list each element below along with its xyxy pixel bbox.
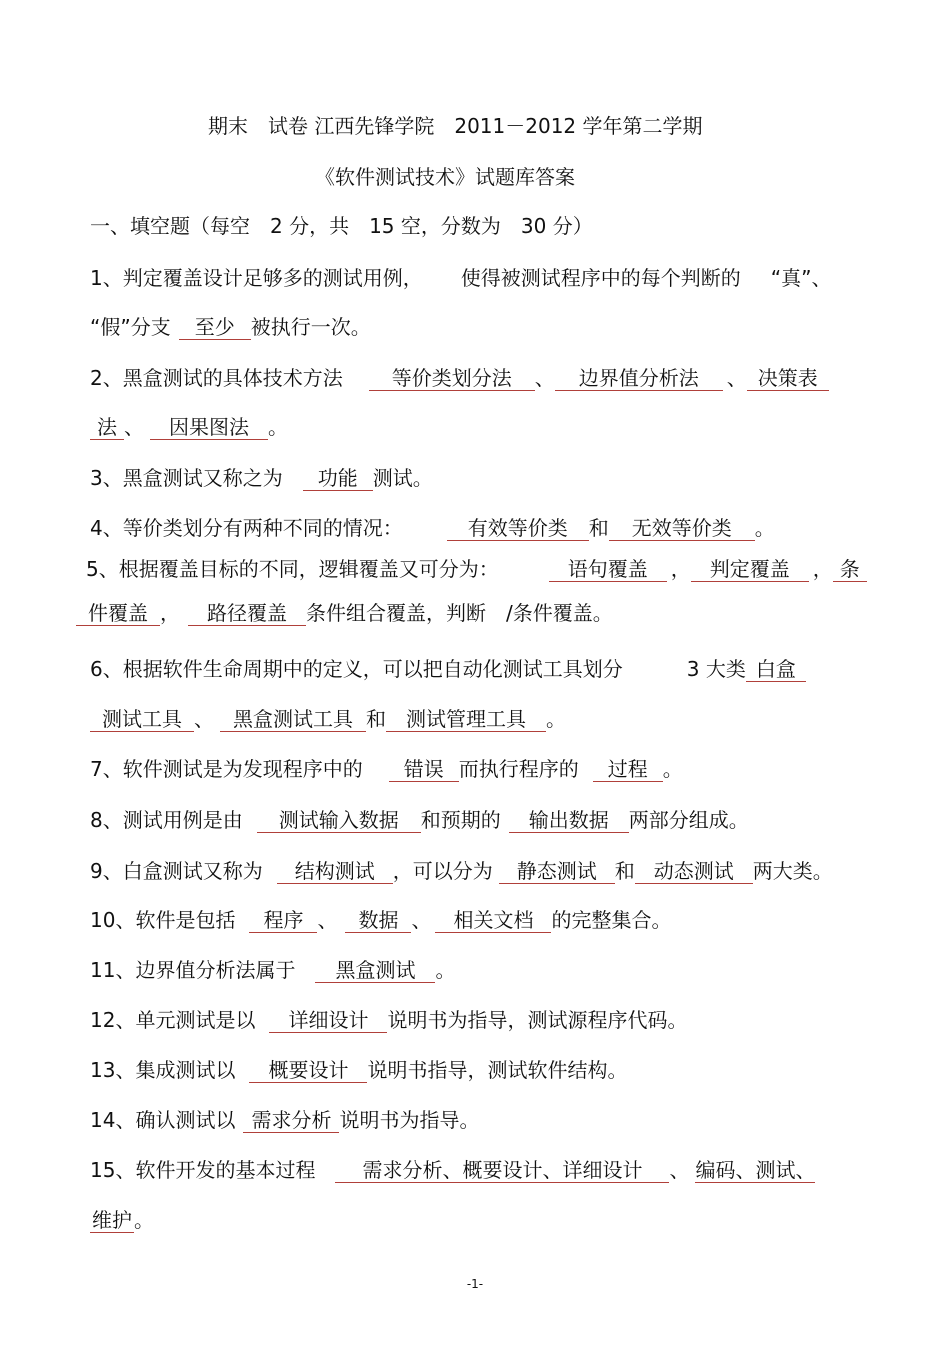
q1-text-e: 被执行一次。 (250, 315, 371, 339)
q10-text-b: 的完整集合。 (551, 908, 672, 932)
answer-blank: 错误 (389, 758, 459, 782)
q6-text-a: 6、根据软件生命周期中的定义，可以把自动化测试工具划分 (90, 657, 623, 681)
answer-blank: 判定覆盖 (691, 558, 809, 582)
answer-blank: 条 (833, 558, 867, 582)
q10-text-a: 10、软件是包括 (90, 908, 236, 932)
question-12 (90, 1008, 687, 1032)
answer-blank: 功能 (303, 467, 373, 491)
question-7 (90, 757, 683, 781)
q9-text-c: 和 (614, 859, 635, 883)
question-14 (90, 1108, 479, 1132)
q2-end: 。 (268, 415, 288, 439)
question-13 (90, 1058, 627, 1082)
answer-blank: 结构测试 (277, 860, 393, 884)
question-1-line-2 (90, 315, 371, 339)
question-6-line-2 (90, 707, 566, 731)
question-3 (90, 466, 433, 490)
answer-blank: 白盒 (746, 658, 806, 682)
q4-end: 。 (754, 516, 775, 540)
q1-text-c: “真”、 (770, 266, 832, 290)
question-8 (90, 808, 749, 832)
question-10 (90, 908, 671, 932)
answer-blank: 决策表 (747, 367, 829, 391)
q3-text-b: 测试。 (372, 466, 433, 490)
answer-blank: 动态测试 (635, 860, 753, 884)
answer-blank: 静态测试 (499, 860, 615, 884)
q10-sep-1: 、 (317, 908, 338, 932)
q11-end: 。 (435, 958, 456, 982)
question-1-line-1 (90, 266, 831, 290)
question-15-line-2 (90, 1208, 154, 1232)
q8-text-a: 8、测试用例是由 (90, 808, 243, 832)
answer-blank: 测试管理工具 (386, 708, 546, 732)
q5-sep-2: ， (812, 557, 833, 581)
q1-text-a: 1、判定覆盖设计足够多的测试用例， (90, 266, 423, 290)
question-9 (90, 859, 833, 883)
answer-blank: 需求分析、概要设计、详细设计 (335, 1159, 669, 1183)
q5-sep-1: ， (670, 557, 691, 581)
question-6-line-1 (90, 657, 806, 681)
q2-sep-2: 、 (726, 366, 747, 390)
answer-blank: 编码、测试、 (695, 1158, 816, 1182)
q14-text-a: 14、确认测试以 (90, 1108, 236, 1132)
q4-text-b: 和 (588, 516, 609, 540)
document-title: 期末 试卷 江西先锋学院 2011－2012 学年第二学期 (208, 114, 703, 138)
q7-end: 。 (662, 757, 683, 781)
q13-text-a: 13、集成测试以 (90, 1058, 236, 1082)
page-number: -1- (466, 1277, 484, 1291)
q8-text-c: 两部分组成。 (628, 808, 749, 832)
answer-blank: 至少 (179, 316, 251, 340)
question-5-line-2 (76, 601, 613, 625)
answer-blank: 黑盒测试 (315, 959, 435, 983)
answer-blank: 法 (90, 416, 124, 440)
q2-sep-3: 、 (124, 415, 144, 439)
q9-text-b: ，可以分为 (392, 859, 493, 883)
q15-sep-1: 、 (669, 1158, 690, 1182)
q6-text-b: 3 大类 (686, 657, 746, 681)
answer-blank: 无效等价类 (609, 517, 755, 541)
q14-text-b: 说明书为指导。 (339, 1108, 480, 1132)
q9-text-a: 9、白盒测试又称为 (90, 859, 263, 883)
q10-sep-2: 、 (411, 908, 432, 932)
q12-text-a: 12、单元测试是以 (90, 1008, 256, 1032)
q7-text-a: 7、软件测试是为发现程序中的 (90, 757, 363, 781)
question-2-line-2 (90, 415, 288, 439)
q6-sep-1: 、 (194, 707, 214, 731)
q5-text-a: 5、根据覆盖目标的不同，逻辑覆盖又可分为： (86, 557, 499, 581)
q13-text-b: 说明书指导，测试软件结构。 (367, 1058, 628, 1082)
answer-blank: 维护 (92, 1208, 132, 1232)
question-11 (90, 958, 455, 982)
q6-end: 。 (546, 707, 566, 731)
q2-text-a: 2、黑盒测试的具体技术方法 (90, 366, 343, 390)
q9-text-d: 两大类。 (752, 859, 833, 883)
answer-blank: 测试输入数据 (257, 809, 421, 833)
q5-sep-3: ， (160, 601, 180, 625)
answer-blank: 输出数据 (509, 809, 629, 833)
answer-blank: 过程 (593, 758, 663, 782)
q15-end: 。 (134, 1208, 154, 1232)
answer-blank: 件覆盖 (76, 602, 160, 626)
answer-blank: 概要设计 (249, 1059, 367, 1083)
answer-blank: 详细设计 (269, 1009, 387, 1033)
document-subtitle: 《软件测试技术》试题库答案 (315, 165, 575, 189)
answer-blank: 程序 (249, 909, 317, 933)
q6-text-c: 和 (366, 707, 386, 731)
answer-blank: 路径覆盖 (188, 602, 306, 626)
answer-blank: 有效等价类 (447, 517, 589, 541)
q1-text-d: “假”分支 (90, 315, 171, 339)
answer-blank: 边界值分析法 (555, 367, 723, 391)
q8-text-b: 和预期的 (420, 808, 501, 832)
answer-blank: 数据 (345, 909, 411, 933)
question-4 (90, 516, 775, 540)
section-heading: 一、填空题（每空 2 分，共 15 空，分数为 30 分） (90, 214, 593, 238)
q2-sep-1: 、 (534, 366, 555, 390)
q7-text-b: 而执行程序的 (458, 757, 579, 781)
q15-text-a: 15、软件开发的基本过程 (90, 1158, 316, 1182)
answer-blank: 因果图法 (150, 416, 268, 440)
q3-text-a: 3、黑盒测试又称之为 (90, 466, 283, 490)
q5-text-b: 条件组合覆盖，判断 /条件覆盖。 (306, 601, 613, 625)
q12-text-b: 说明书为指导，测试源程序代码。 (387, 1008, 688, 1032)
answer-blank: 黑盒测试工具 (220, 708, 366, 732)
answer-blank: 语句覆盖 (549, 558, 667, 582)
answer-blank: 相关文档 (435, 909, 551, 933)
question-15-line-1 (90, 1158, 815, 1182)
q1-text-b: 使得被测试程序中的每个判断的 (460, 266, 741, 290)
answer-blank: 等价类划分法 (369, 367, 535, 391)
answer-blank: 测试工具 (90, 708, 194, 732)
q4-text-a: 4、等价类划分有两种不同的情况： (90, 516, 403, 540)
answer-blank: 需求分析 (243, 1109, 339, 1133)
question-2-line-1 (90, 366, 829, 390)
question-5-line-1 (86, 557, 867, 581)
q11-text-a: 11、边界值分析法属于 (90, 958, 296, 982)
